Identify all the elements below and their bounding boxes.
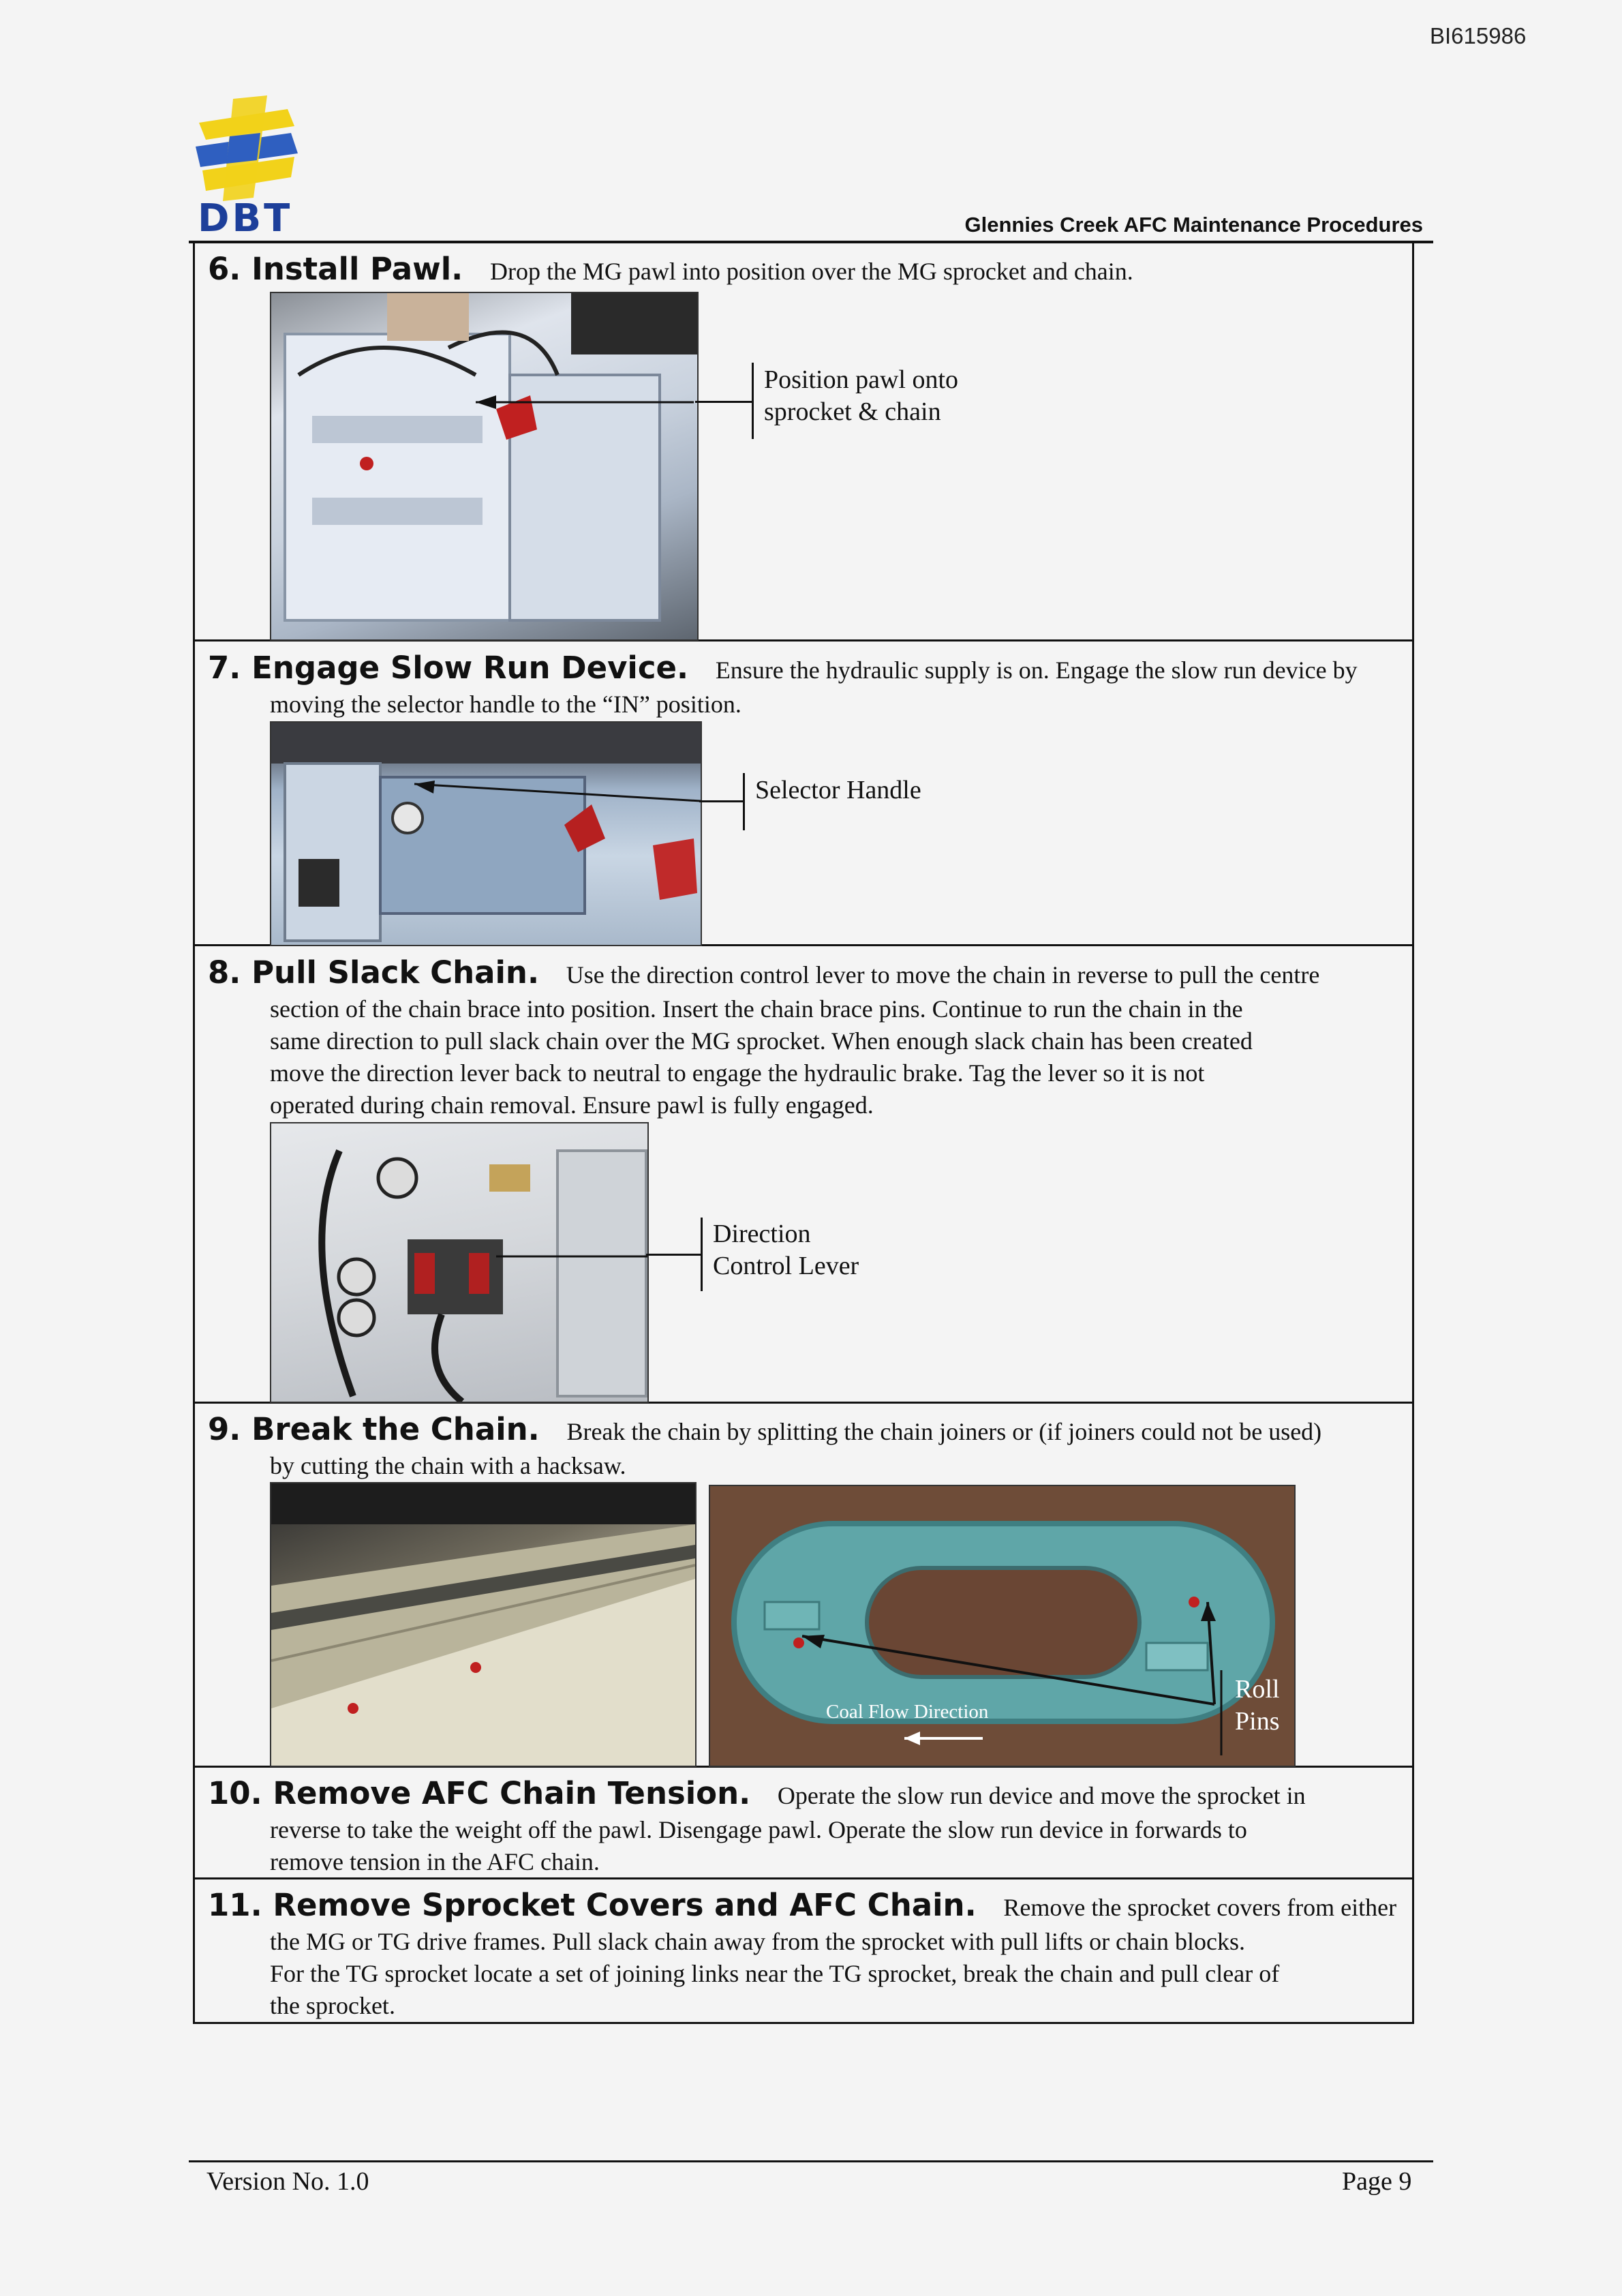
- step-text: Break the chain by splitting the chain joiners or (if joiners could not be used): [566, 1418, 1322, 1445]
- step-number: 11.: [208, 1887, 262, 1923]
- step-9-heading: [208, 1411, 1321, 1447]
- step-7-callout: [755, 774, 921, 806]
- step-text: Ensure the hydraulic supply is on. Engage the slow run device by: [715, 656, 1358, 684]
- callout-line: sprocket & chain: [764, 397, 941, 426]
- callout-line: Position pawl onto: [764, 365, 959, 394]
- step-title: Pull Slack Chain.: [251, 954, 540, 991]
- text-line: same direction to pull slack chain over the MG sprocket. When enough slack chain has been created: [270, 1027, 1253, 1055]
- text-line: section of the chain brace into position. Insert the chain brace pins. Continue to run the chain in the: [270, 995, 1243, 1023]
- step-8-callout: [713, 1218, 859, 1282]
- text-line: operated during chain removal. Ensure pawl is fully engaged.: [270, 1091, 874, 1119]
- version-number: Version No. 1.0: [206, 2167, 369, 2196]
- step-11-heading: [208, 1887, 1396, 1923]
- document-id: BI615986: [1430, 23, 1527, 48]
- step-7-text: [270, 689, 741, 721]
- callout-leader-line: [695, 401, 752, 403]
- step-text: Remove the sprocket covers from either: [1003, 1894, 1397, 1921]
- step-title: Break the Chain.: [251, 1411, 540, 1447]
- step-6-heading: [208, 251, 1133, 287]
- callout-bar: [743, 773, 745, 830]
- step-7-photo: [270, 721, 702, 946]
- text-line: by cutting the chain with a hacksaw.: [270, 1452, 626, 1479]
- text-line: the MG or TG drive frames. Pull slack chain away from the sprocket with pull lifts or chain blocks.: [270, 1928, 1245, 1955]
- step-text: Use the direction control lever to move the chain in reverse to pull the centre: [566, 961, 1320, 988]
- step-text: Operate the slow run device and move the sprocket in: [777, 1782, 1306, 1809]
- text-line: the sprocket.: [270, 1992, 395, 2019]
- callout-leader-line: [646, 1254, 701, 1256]
- step-number: 10.: [208, 1775, 262, 1811]
- step-number: 8.: [208, 954, 241, 991]
- callout-line: Direction: [713, 1220, 811, 1248]
- pins-label: Pins: [1235, 1707, 1280, 1736]
- callout-line: Control Lever: [713, 1252, 859, 1280]
- step-10-text: [270, 1814, 1247, 1878]
- roll-pins-label: [1235, 1674, 1279, 1738]
- logo-text: DBT: [198, 196, 293, 241]
- callout-bar: [701, 1218, 703, 1291]
- step-title: Remove Sprocket Covers and AFC Chain.: [273, 1887, 977, 1923]
- page-number: Page 9: [1342, 2167, 1412, 2196]
- step-8-photo: [270, 1122, 649, 1403]
- step-title: Remove AFC Chain Tension.: [273, 1775, 751, 1811]
- step-number: 6.: [208, 251, 241, 287]
- step-6-callout: [764, 364, 958, 428]
- coal-flow-label: Coal Flow Direction: [826, 1701, 989, 1723]
- step-9-photo-conveyor: [270, 1482, 697, 1767]
- text-line: move the direction lever back to neutral to engage the hydraulic brake. Tag the lever so it is not: [270, 1059, 1205, 1087]
- footer-rule: [189, 2160, 1433, 2162]
- step-8-text: [270, 993, 1253, 1121]
- text-line: remove tension in the AFC chain.: [270, 1848, 600, 1875]
- callout-leader-line: [699, 800, 743, 802]
- step-number: 7.: [208, 650, 241, 686]
- callout-bar: [752, 363, 754, 439]
- step-7-heading: [208, 650, 1358, 686]
- step-title: Engage Slow Run Device.: [251, 650, 689, 686]
- step-9-text: [270, 1450, 626, 1482]
- step-10-heading: [208, 1775, 1306, 1811]
- step-8-heading: [208, 954, 1319, 991]
- text-line: For the TG sprocket locate a set of joining links near the TG sprocket, break the chain and pull clear of: [270, 1960, 1280, 1987]
- step-number: 9.: [208, 1411, 241, 1447]
- step-11-text: [270, 1926, 1279, 2022]
- text-line: reverse to take the weight off the pawl. Disengage pawl. Operate the slow run device in forwards to: [270, 1816, 1247, 1843]
- callout-line: Selector Handle: [755, 776, 921, 804]
- text-line: moving the selector handle to the “IN” position.: [270, 691, 741, 718]
- document-title: Glennies Creek AFC Maintenance Procedures: [964, 213, 1423, 237]
- step-6-photo: [270, 292, 699, 641]
- step-title: Install Pawl.: [251, 251, 463, 287]
- roll-label: Roll: [1235, 1675, 1280, 1704]
- step-9-photo-chain-link: [709, 1485, 1296, 1767]
- step-text: Drop the MG pawl into position over the MG sprocket and chain.: [489, 258, 1133, 285]
